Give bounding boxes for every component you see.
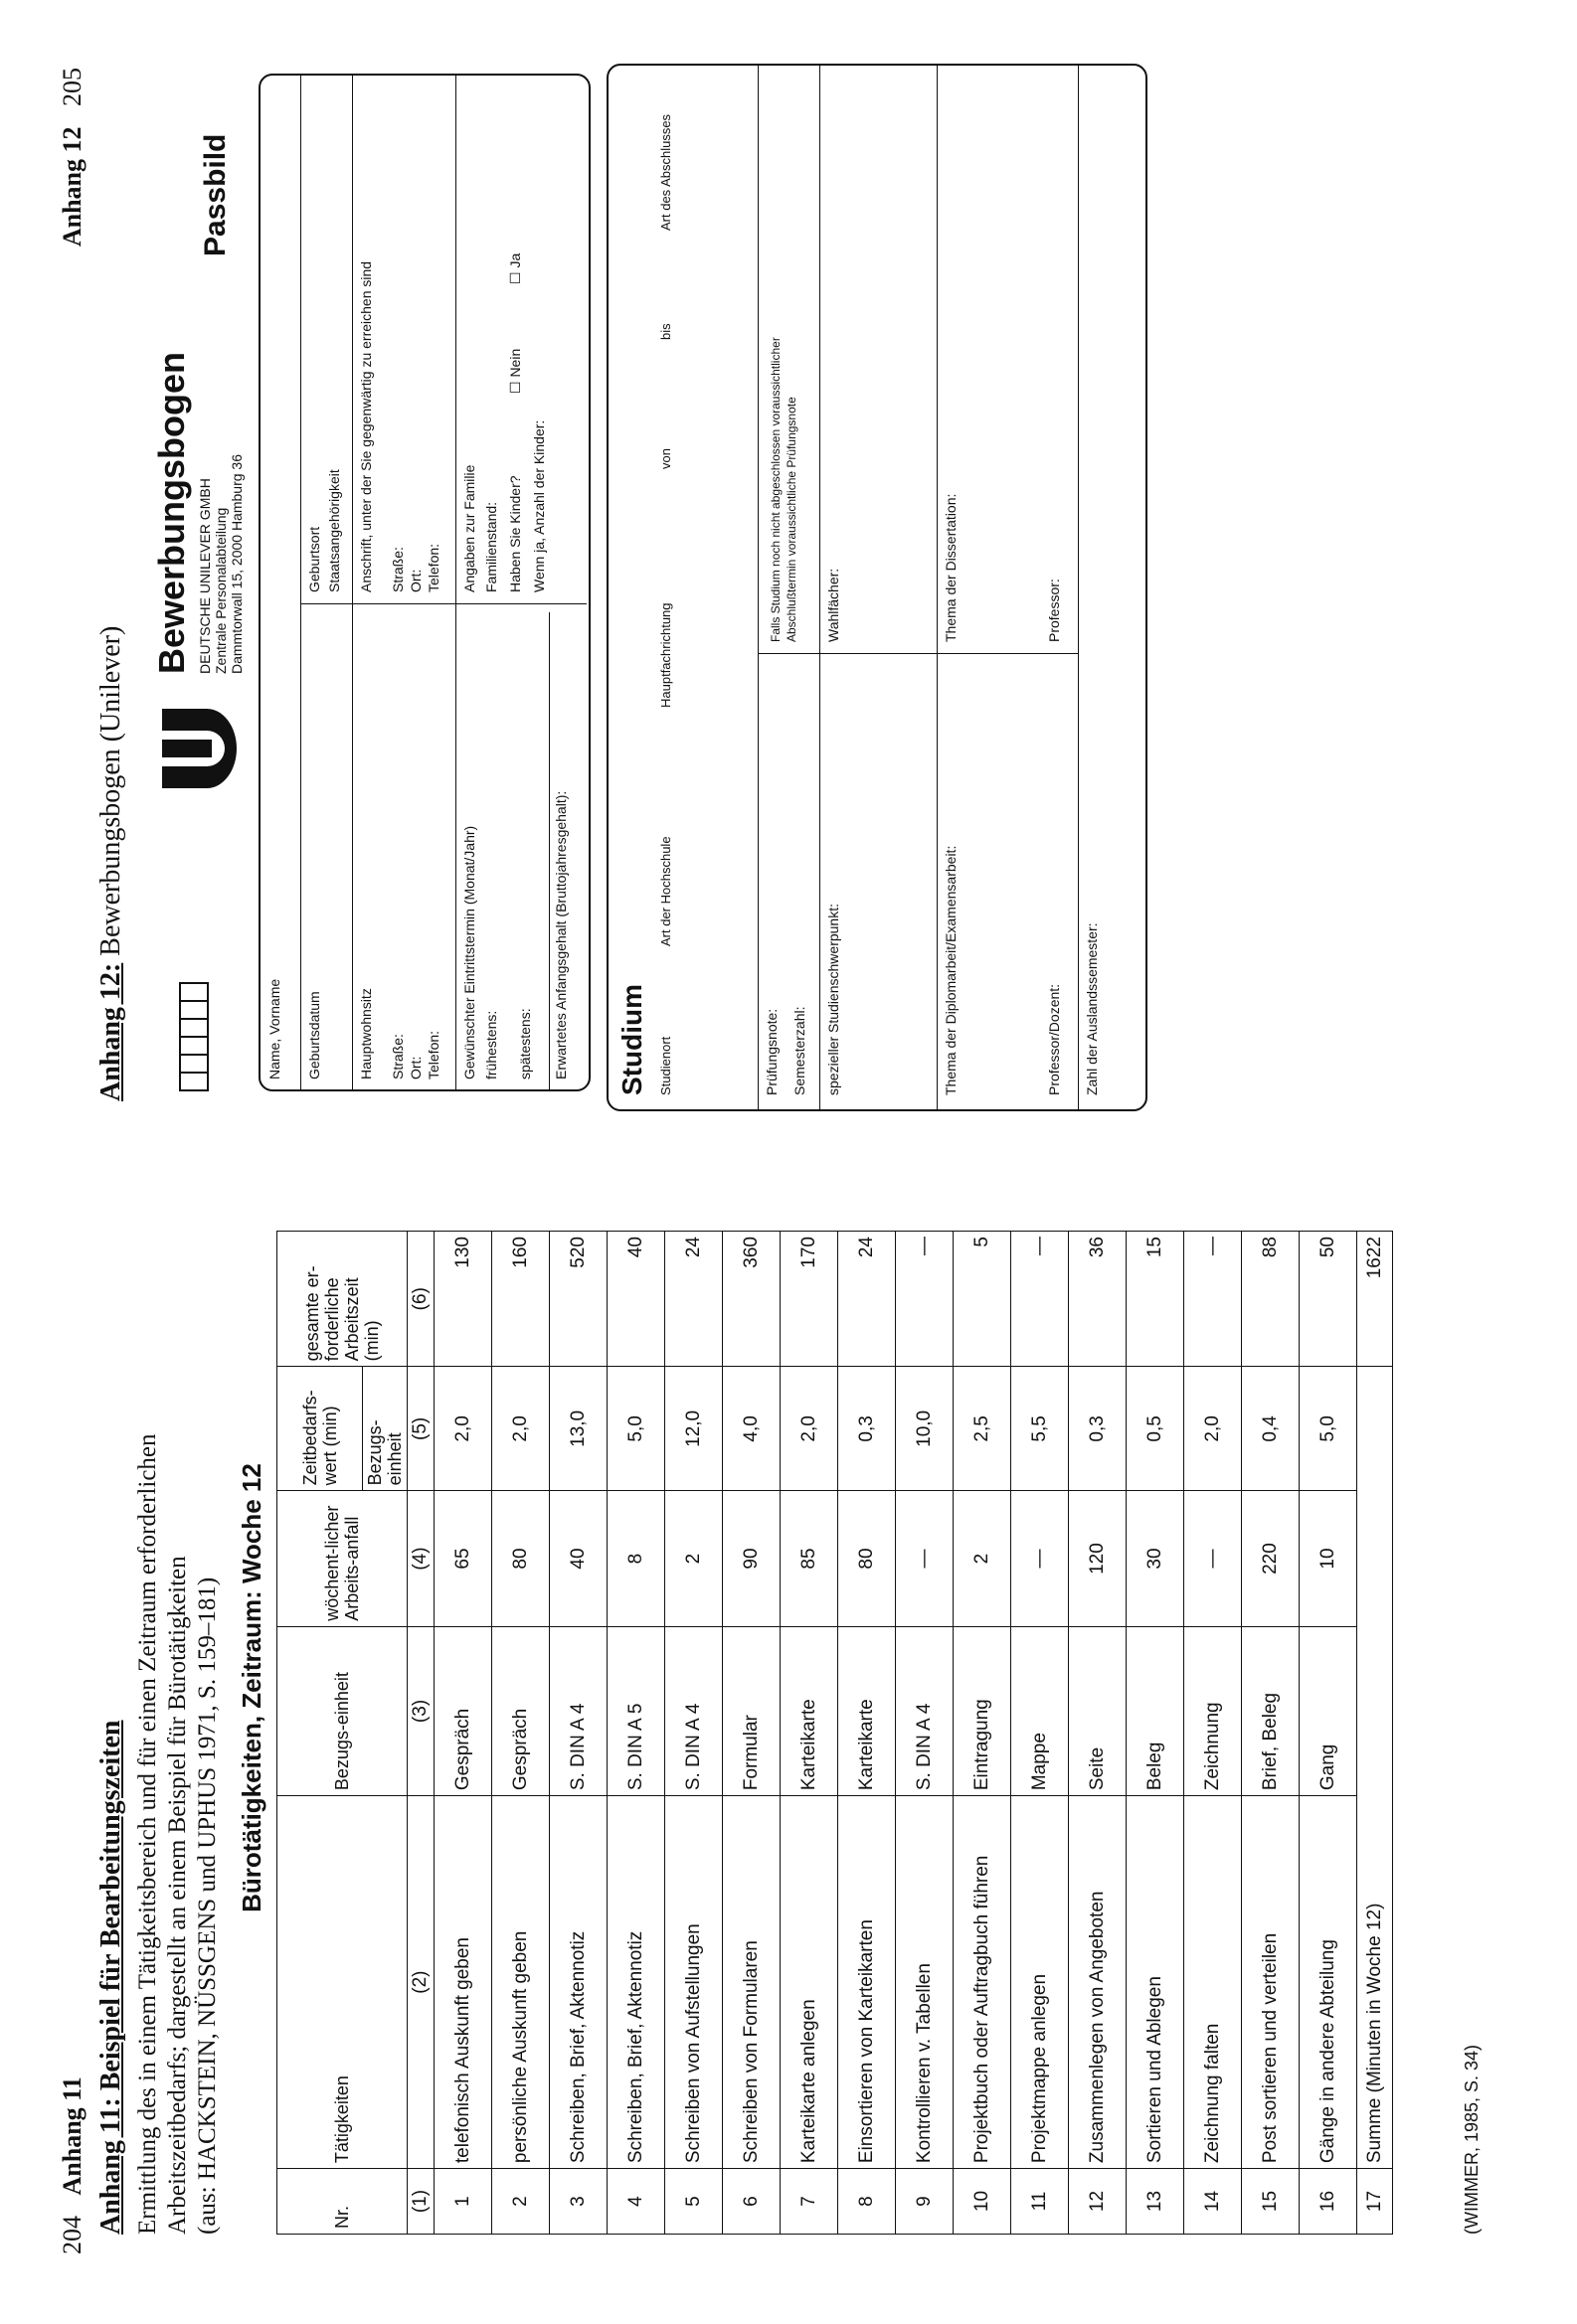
table-row: 6 Schreiben von Formularen Formular 90 4,0 360 bbox=[723, 1232, 781, 2235]
yes-checkbox[interactable]: ☐ Ja bbox=[507, 252, 523, 284]
application-form bbox=[139, 78, 1511, 1111]
table-row: 13 Sortieren und Ablegen Beleg 30 0,5 15 bbox=[1127, 1232, 1184, 2235]
appendix-title: Anhang 11: Beispiel für Bearbeitungszeiten bbox=[95, 1720, 126, 2235]
not-finished-note: Falls Studium noch nicht abgeschlossen voraussichtlicher Abschlußtermin voraussichtliche Prüfungsnote bbox=[769, 337, 798, 642]
table-row: 10 Projektbuch oder Auftragbuch führen Eintragung 2 2,5 5 bbox=[954, 1232, 1011, 2235]
table-row: 7 Karteikarte anlegen Karteikarte 85 2,0 170 bbox=[781, 1232, 838, 2235]
nationality-field[interactable]: Staatsangehörigkeit bbox=[326, 469, 342, 592]
passbild-label: Passbild bbox=[199, 133, 232, 256]
page-204 bbox=[0, 1171, 1577, 2294]
street-field[interactable]: Straße: bbox=[390, 1034, 406, 1079]
col-header-zeitbedarf: Zeitbedarfs-wert (min) bbox=[277, 1367, 363, 1491]
table-row: 2 persönliche Auskunft geben Gespräch 80 2,0 160 bbox=[492, 1232, 550, 2235]
professor-lecturer-field[interactable]: Professor/Dozent: bbox=[1046, 983, 1062, 1095]
table-row: 12 Zusammenlegen von Angeboten Seite 120 0,3 36 bbox=[1069, 1232, 1127, 2235]
phone-field-2[interactable]: Telefon: bbox=[426, 543, 441, 592]
salary-field[interactable]: Erwartetes Anfangsgehalt (Bruttojahresgehalt): bbox=[553, 790, 569, 1079]
table-body bbox=[435, 1232, 1357, 2235]
table-row: 3 Schreiben, Brief, Aktennotiz S. DIN A 4 40 13,0 520 bbox=[550, 1232, 608, 2235]
professor-field[interactable]: Professor: bbox=[1046, 579, 1062, 642]
studium-heading: Studium bbox=[616, 984, 647, 1095]
table-row: 8 Einsortieren von Karteikarten Karteikarte 80 0,3 24 bbox=[838, 1232, 896, 2235]
col-header-zeitbedarf-sub: Bezugs-einheit bbox=[363, 1367, 408, 1491]
section-label-right: Anhang 12 bbox=[58, 126, 87, 248]
table-row: 14 Zeichnung falten Zeichnung — 2,0 — bbox=[1184, 1232, 1242, 2235]
section-label: Anhang 11 bbox=[58, 2076, 87, 2196]
marital-status-field[interactable]: Familienstand: bbox=[483, 501, 499, 592]
form-logo-text: Bewerbungsbogen bbox=[151, 351, 192, 674]
personal-data-box bbox=[259, 74, 591, 1091]
col-header-gesamt: gesamte er-forderliche Arbeitszeit (min) bbox=[277, 1232, 408, 1367]
address-label: Anschrift, unter der Sie gegenwärtig zu erreichen sind bbox=[358, 260, 374, 592]
city-field[interactable]: Ort: bbox=[408, 1056, 424, 1079]
col-header-bezug: Bezugs-einheit bbox=[277, 1626, 408, 1795]
appendix-title-right: Anhang 12: Bewerbungsbogen (Unilever) bbox=[95, 625, 126, 1101]
source-note: (WIMMER, 1985, S. 34) bbox=[1462, 2044, 1482, 2235]
table-row: 11 Projektmappe anlegen Mappe — 5,5 — bbox=[1011, 1232, 1069, 2235]
table-row: 15 Post sortieren und verteilen Brief, Beleg 220 0,4 88 bbox=[1242, 1232, 1300, 2235]
unilever-logo-icon bbox=[157, 704, 237, 793]
studium-box: Studium Studienort Art der Hochschule Hauptfachrichtung von bis Art des Abschlusses Prüfungsnote: Semesterzahl: Falls Studium noch nicht abgeschlossen voraussichtlicher Abschlußtermin voraussichtliche Prüfungsnote spezieller Studienschwerpunkt: Wahlfächer: Thema der Diplomarbeit/Examensarbeit: Thema der Dissertation: Professor/Dozent: Professor: Zahl der Auslandssemester: bbox=[607, 64, 1147, 1111]
table-title: Bürotätigkeiten, Zeitraum: Woche 12 bbox=[237, 1463, 266, 1912]
intro-text: Ermittlung des in einem Tätigkeitsbereich und für einen Zeitraum erforderlichen Arbeitszeitbedarfs; dargestellt an einem Beispiel für Bürotätigkeiten (aus: HACKSTEIN, NÜSSGENS und UPHUS 1971, S. 159–181) bbox=[134, 1433, 221, 2235]
specialization-field[interactable]: spezieller Studienschwerpunkt: bbox=[825, 904, 841, 1095]
entry-date-label: Gewünschter Eintrittstermin (Monat/Jahr) bbox=[461, 825, 477, 1079]
no-checkbox[interactable]: ☐ Nein bbox=[507, 348, 523, 394]
page-header bbox=[58, 2076, 88, 2254]
family-label: Angaben zur Familie bbox=[461, 464, 477, 592]
page-number: 204 bbox=[58, 2216, 87, 2254]
semester-count-field[interactable]: Semesterzahl: bbox=[791, 1006, 807, 1095]
page-header-right bbox=[58, 68, 88, 247]
thesis-topic-field[interactable]: Thema der Diplomarbeit/Examensarbeit: bbox=[943, 845, 959, 1095]
exam-grade-field[interactable]: Prüfungsnote: bbox=[764, 1008, 780, 1095]
table-row: 5 Schreiben von Aufstellungen S. DIN A 4 2 12,0 24 bbox=[665, 1232, 723, 2235]
birthdate-field[interactable]: Geburtsdatum bbox=[306, 991, 322, 1079]
page-number-right: 205 bbox=[58, 68, 87, 106]
name-field[interactable]: Name, Vorname bbox=[266, 978, 282, 1079]
page-205 bbox=[0, 38, 1577, 1131]
children-question: Haben Sie Kinder? bbox=[507, 475, 523, 592]
table-row: 4 Schreiben, Brief, Aktennotiz S. DIN A 5 8 5,0 40 bbox=[608, 1232, 665, 2235]
sum-row: 17 Summe (Minuten in Woche 12) 1622 bbox=[1357, 1232, 1393, 2235]
col-header-anfall: wöchent-licher Arbeits-anfall bbox=[277, 1491, 408, 1626]
latest-field[interactable]: spätestens: bbox=[517, 1008, 533, 1079]
table-row: 1 telefonisch Auskunft geben Gespräch 65 2,0 130 bbox=[435, 1232, 492, 2235]
electives-field[interactable]: Wahlfächer: bbox=[825, 568, 841, 642]
phone-field[interactable]: Telefon: bbox=[426, 1030, 441, 1079]
abroad-semesters-field[interactable]: Zahl der Auslandssemester: bbox=[1084, 922, 1100, 1095]
work-time-table: Nr. Tätigkeiten Bezugs-einheit wöchent-licher Arbeits-anfall Zeitbedarfs-wert (min) gesamte er-forderliche Arbeitszeit (min) Bezugs-einheit (1) (2) (3) (4) (5) (6) 1 telefonisch Auskunft geben Gespräch 65 2,0 130 2 persönliche Auskunft geben Gespräch 80 2,0 160 3 Schreiben, Brief, Aktennotiz S. DIN A 4 40 13,0 520 4 Schreiben, Brief, Aktennotiz S. DIN A 5 8 5,0 40 5 Schreiben von Aufstellungen S. DIN A 4 2 12,0 24 6 Schreiben von Formularen Formular 90 4,0 360 7 Karteikarte anlegen Karteikarte 85 2,0 170 8 Einsortieren von Karteikarten Karteikarte 80 0,3 24 9 Kontrollieren v. Tabellen S. DIN A 4 — 10,0 — 10 Projektbuch oder Auftragbuch führen Eintragung 2 2,5 5 11 Projektmappe anlegen Mappe — 5,5 — 12 Zusammenlegen von Angeboten Seite 120 0,3 36 13 Sortieren und Ablegen Beleg 30 0,5 15 14 Zeichnung falten Zeichnung — 2,0 — 15 Post sortieren und verteilen Brief, Beleg 220 0,4 88 16 Gänge in andere Abteilung Gang 10 5,0 50 17 Summe (Minuten in Woche 12) 1622 bbox=[276, 1231, 1393, 2235]
residence-label: Hauptwohnsitz bbox=[358, 988, 374, 1079]
col-header-taetigkeiten: Tätigkeiten bbox=[277, 1796, 408, 2169]
children-count-field[interactable]: Wenn ja, Anzahl der Kinder: bbox=[531, 419, 547, 592]
earliest-field[interactable]: frühestens: bbox=[483, 1010, 499, 1079]
company-address: DEUTSCHE UNILEVER GMBH Zentrale Personalabteilung Dammtorwall 15, 2000 Hamburg 36 bbox=[197, 454, 245, 674]
street-field-2[interactable]: Straße: bbox=[390, 547, 406, 592]
birthplace-field[interactable]: Geburtsort bbox=[306, 526, 322, 592]
col-header-nr: Nr. bbox=[277, 2169, 408, 2235]
city-field-2[interactable]: Ort: bbox=[408, 569, 424, 592]
table-row: 9 Kontrollieren v. Tabellen S. DIN A 4 — 10,0 — bbox=[896, 1232, 954, 2235]
table-row: 16 Gänge in andere Abteilung Gang 10 5,0 50 bbox=[1300, 1232, 1357, 2235]
dissertation-topic-field[interactable]: Thema der Dissertation: bbox=[943, 493, 959, 642]
reference-boxes bbox=[179, 984, 209, 1091]
